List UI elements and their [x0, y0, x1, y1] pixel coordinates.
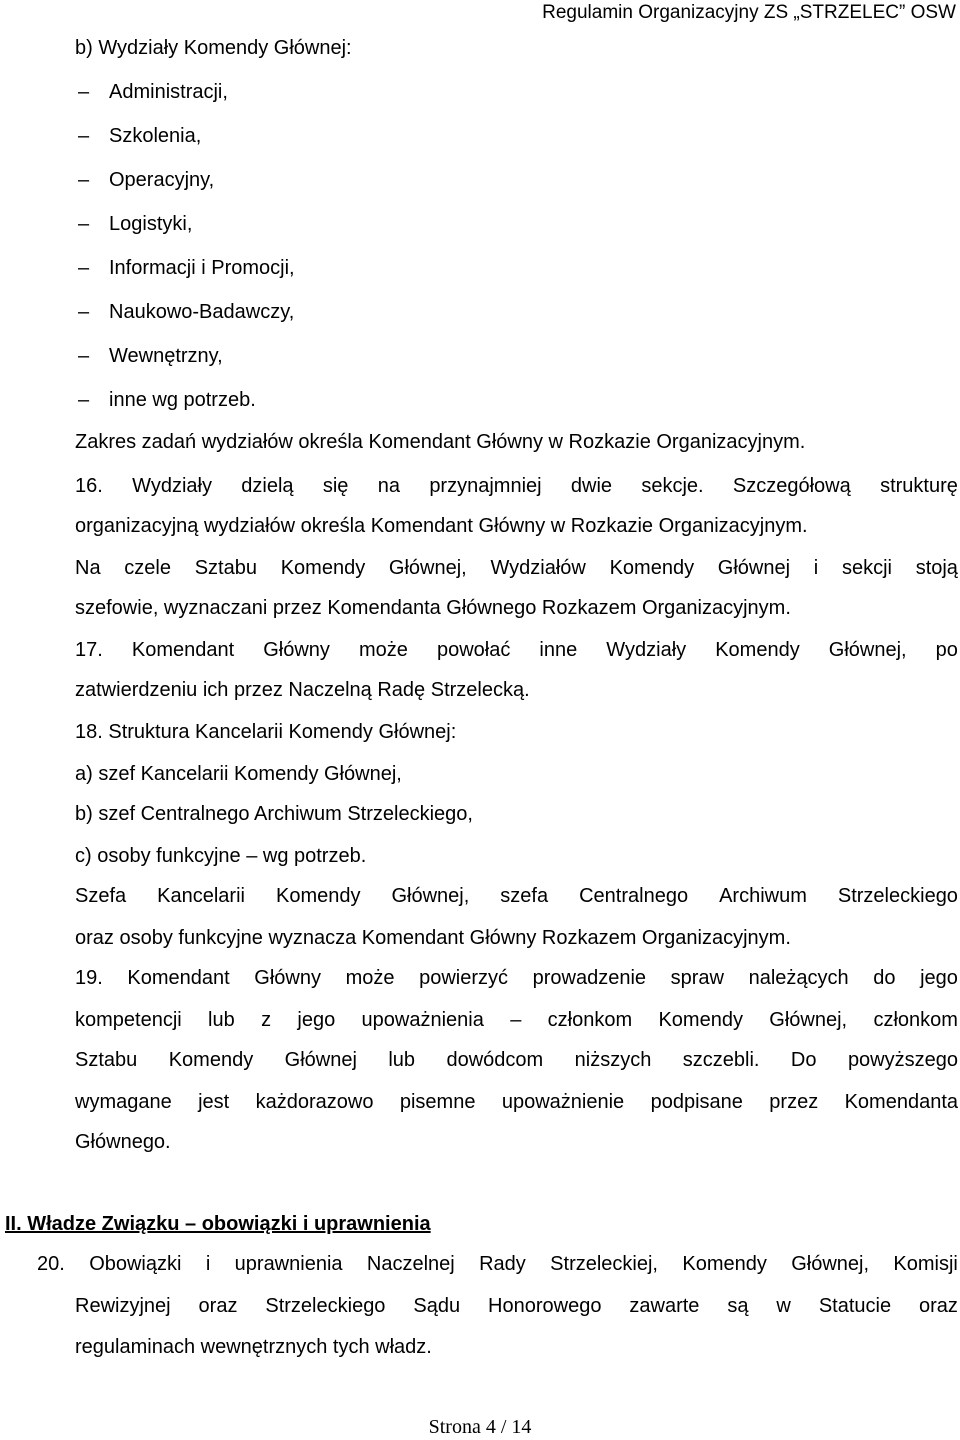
- bullet-dash: –: [78, 81, 90, 103]
- scope-sentence: Zakres zadań wydziałów określa Komendant Główny w Rozkazie Organizacyjnym.: [75, 431, 806, 453]
- list-item: [78, 386, 256, 414]
- paragraph-19-line: kompetencji lub z jego upoważnienia – członkom Komendy Głównej, członkom: [75, 1009, 958, 1031]
- list-item: [78, 298, 294, 326]
- list-item-text: Informacji i Promocji,: [109, 257, 295, 279]
- paragraph-18-line: Szefa Kancelarii Komendy Głównej, szefa Centralnego Archiwum Strzeleckiego: [75, 885, 958, 907]
- paragraph-16-line: organizacyjną wydziałów określa Komendant Główny w Rozkazie Organizacyjnym.: [75, 515, 808, 537]
- paragraph-18-line: oraz osoby funkcyjne wyznacza Komendant Główny Rozkazem Organizacyjnym.: [75, 927, 791, 949]
- paragraph-20-line: 20. Obowiązki i uprawnienia Naczelnej Rady Strzeleckiej, Komendy Głównej, Komisji: [37, 1253, 958, 1275]
- paragraph-16-line: Na czele Sztabu Komendy Głównej, Wydziałów Komendy Głównej i sekcji stoją: [75, 557, 958, 579]
- paragraph-17-line: 17. Komendant Główny może powołać inne Wydziały Komendy Głównej, po: [75, 639, 958, 661]
- paragraph-19-line: Sztabu Komendy Głównej lub dowódcom niższych szczebli. Do powyższego: [75, 1049, 958, 1071]
- item-b-heading: b) Wydziały Komendy Głównej:: [75, 37, 352, 59]
- list-item: [78, 122, 201, 150]
- list-item-text: Administracji,: [109, 81, 228, 103]
- list-item-text: Logistyki,: [109, 213, 193, 235]
- bullet-dash: –: [78, 125, 90, 147]
- paragraph-19-line: wymagane jest każdorazowo pisemne upoważnienie podpisane przez Komendanta: [75, 1091, 958, 1113]
- paragraph-20-line: regulaminach wewnętrznych tych władz.: [75, 1336, 432, 1358]
- list-item-text: Szkolenia,: [109, 125, 202, 147]
- list-item: [78, 210, 192, 238]
- bullet-dash: –: [78, 257, 90, 279]
- paragraph-16-line: 16. Wydziały dzielą się na przynajmniej dwie sekcje. Szczegółową strukturę: [75, 475, 958, 497]
- bullet-dash: –: [78, 345, 90, 367]
- page-number: Strona 4 / 14: [428, 1416, 532, 1438]
- list-item: a) szef Kancelarii Komendy Głównej,: [75, 763, 402, 785]
- section-heading: II. Władze Związku – obowiązki i uprawnienia: [5, 1213, 431, 1235]
- bullet-dash: –: [78, 169, 90, 191]
- paragraph-19-line: 19. Komendant Główny może powierzyć prowadzenie spraw należących do jego: [75, 967, 958, 989]
- list-item-text: Naukowo-Badawczy,: [109, 301, 295, 323]
- paragraph-19-line: Głównego.: [75, 1131, 171, 1153]
- list-item-text: Operacyjny,: [109, 169, 215, 191]
- running-header: Regulamin Organizacyjny ZS „STRZELEC” OSW: [542, 2, 956, 23]
- paragraph-18-heading: 18. Struktura Kancelarii Komendy Głównej:: [75, 721, 457, 743]
- list-item: [78, 254, 295, 282]
- paragraph-17-line: zatwierdzeniu ich przez Naczelną Radę Strzelecką.: [75, 679, 530, 701]
- list-item: c) osoby funkcyjne – wg potrzeb.: [75, 845, 367, 867]
- list-item-text: Wewnętrzny,: [109, 345, 223, 367]
- list-item: b) szef Centralnego Archiwum Strzeleckiego,: [75, 803, 473, 825]
- list-item: [78, 342, 223, 370]
- list-item: [78, 78, 228, 106]
- bullet-dash: –: [78, 301, 90, 323]
- paragraph-20-line: Rewizyjnej oraz Strzeleckiego Sądu Honorowego zawarte są w Statucie oraz: [75, 1295, 958, 1317]
- list-item-text: inne wg potrzeb.: [109, 389, 256, 411]
- paragraph-16-line: szefowie, wyznaczani przez Komendanta Głównego Rozkazem Organizacyjnym.: [75, 597, 791, 619]
- bullet-dash: –: [78, 389, 90, 411]
- bullet-dash: –: [78, 213, 90, 235]
- list-item: [78, 166, 214, 194]
